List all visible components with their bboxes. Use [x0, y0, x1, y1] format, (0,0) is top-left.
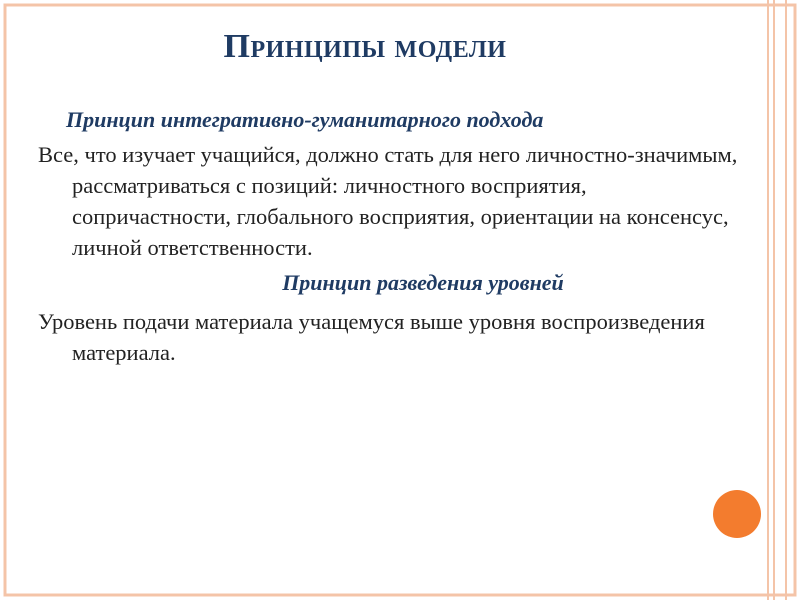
principle-2-heading: Принцип разведения уровней	[282, 270, 564, 295]
principle-2-text: Уровень подачи материала учащемуся выше уровня воспроизведения материала.	[38, 309, 705, 365]
orange-circle-decoration	[713, 490, 761, 538]
slide-title: Принципы модели	[223, 28, 507, 65]
principle-1-text: Все, что изучает учащийся, должно стать для него личностно-значимым, рассматриваться с позиций: личностного восприятия, сопричастности, глобального восприятия, ориентации на консенсус, личной ответственности.	[38, 142, 738, 260]
principle-1-heading: Принцип интегративно-гуманитарного подхода	[66, 107, 544, 132]
slide-body	[38, 104, 748, 368]
